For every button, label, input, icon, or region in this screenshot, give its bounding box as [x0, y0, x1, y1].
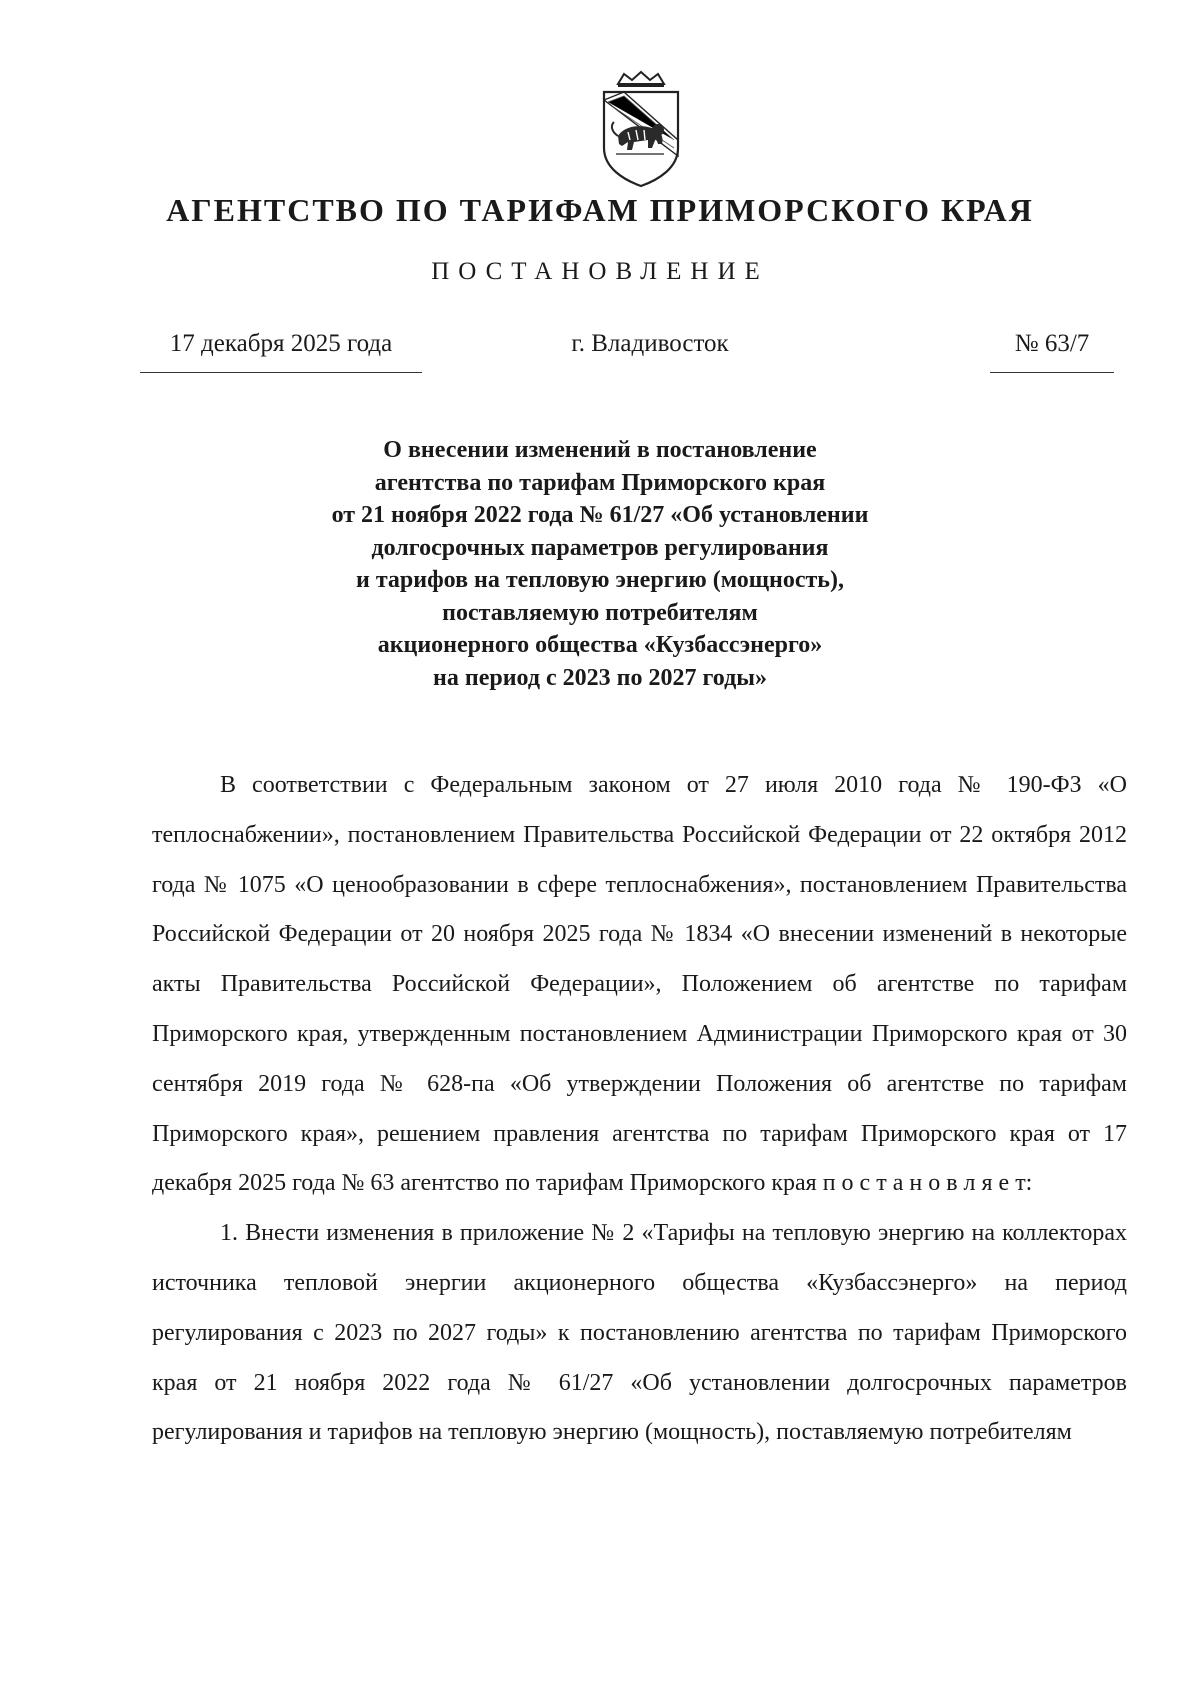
title-line: акционерного общества «Кузбассэнерго»	[377, 632, 823, 658]
title-line: О внесении изменений в постановление	[383, 437, 817, 463]
coat-of-arms-icon	[594, 70, 688, 188]
date-underline	[140, 372, 422, 373]
title-line: и тарифов на тепловую энергию (мощность),	[355, 567, 844, 593]
title-line: на период с 2023 по 2027 годы»	[433, 664, 767, 691]
title-line: от 21 ноября 2022 года № 61/27 «Об установлении	[331, 502, 869, 528]
document-body	[152, 761, 1127, 1458]
title-line: агентства по тарифам Приморского края	[374, 469, 826, 496]
document-title	[200, 434, 1000, 694]
coat-of-arms-emblem	[594, 70, 688, 188]
document-date: 17 декабря 2025 года	[169, 330, 393, 357]
number-underline	[990, 372, 1114, 373]
document-city: г. Владивосток	[571, 330, 729, 357]
title-line: поставляемую потребителям	[442, 599, 758, 626]
document-number: № 63/7	[1014, 330, 1090, 357]
clause-1-paragraph: 1. Внести изменения в приложение № 2 «Тарифы на тепловую энергию на коллекторах источника тепловой энергии акционерного общества «Кузбассэнерго» на период регулирования с 2023 по 2027 годы» к постановлению агентства по тарифам Приморского края от 21 ноября 2022 года № 61/27 «Об установлении долгосрочных параметров регулирования и тарифов на тепловую энергию (мощность), поставляемую потребителям	[152, 1220, 1127, 1446]
preamble-paragraph: В соответствии с Федеральным законом от 27 июля 2010 года № 190-ФЗ «О теплоснабжении», постановлением Правительства Российской Федерации от 22 октября 2012 года № 1075 «О ценообразовании в сфере теплоснабжения», постановлением Правительства Российской Федерации от 20 ноября 2025 года № 1834 «О внесении изменений в некоторые акты Правительства Российской Федерации», Положением об агентстве по тарифам Приморского края, утвержденным постановлением Администрации Приморского края от 30 сентября 2019 года № 628-па «Об утверждении Положения об агентстве по тарифам Приморского края», решением правления агентства по тарифам Приморского края от 17 декабря 2025 года № 63 агентство по тарифам Приморского края п о с т а н о в л я е т:	[152, 772, 1127, 1197]
title-line: долгосрочных параметров регулирования	[371, 534, 829, 561]
agency-name: АГЕНТСТВО ПО ТАРИФАМ ПРИМОРСКОГО КРАЯ	[166, 192, 1034, 228]
document-type: ПОСТАНОВЛЕНИЕ	[431, 258, 769, 285]
